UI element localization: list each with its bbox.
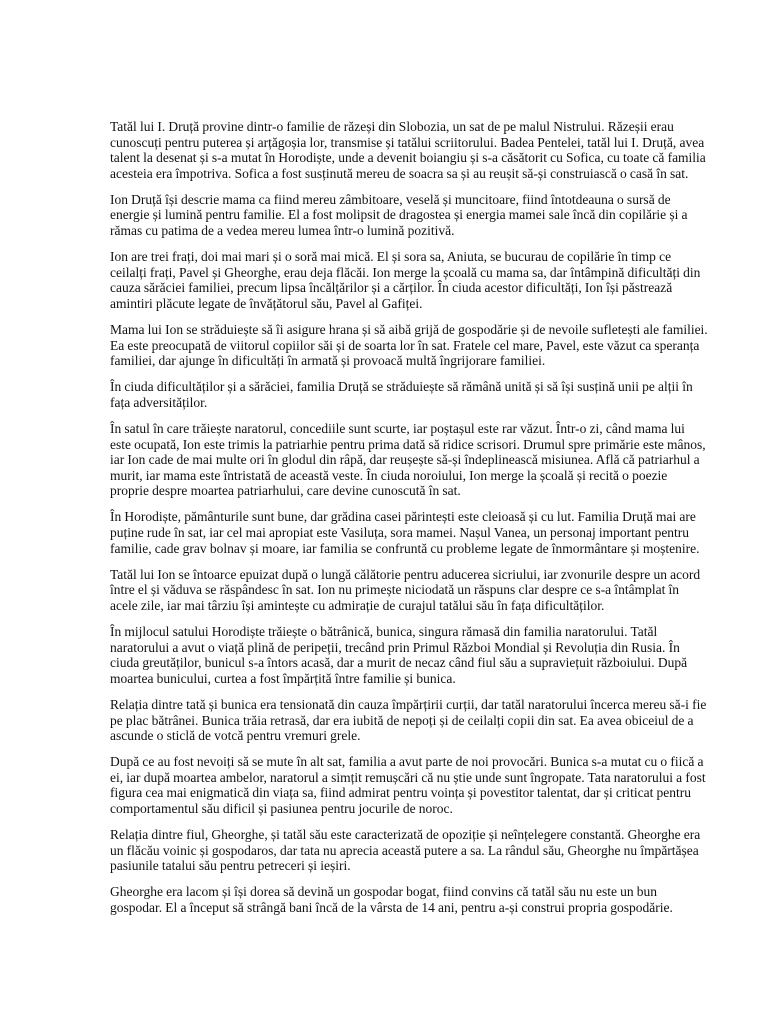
paragraph-5: În ciuda dificultăților și a sărăciei, familia Druță se străduiește să rămână unită și să își susțină unii pe alții în fața adversităților. xyxy=(110,379,693,410)
paragraph-7: În Horodiște, pământurile sunt bune, dar grădina casei părintești este cleioasă și cu lut. Familia Druță mai are puține rude în sat, iar cel mai apropiat este Vasiluța, sora mamei. Nașul Vanea, un personaj important pentru familie, cade grav bolnav și moare, iar familia se confruntă cu probleme legate de înmormântare și moștenire. xyxy=(110,509,700,556)
paragraph-6: În satul în care trăiește naratorul, concediile sunt scurte, iar poștașul este rar văzut. Într-o zi, când mama lui este ocupată, Ion este trimis la patriarhie pentru prima dată să ridice scrisori. Drumul spre primărie este mânos, iar Ion cade de mai multe ori în glodul din râpă, dar reușește să-și îndeplinească misiunea. Află că patriarhul a murit, iar mama este întristată de această veste. În ciuda noroiului, Ion merge la școală și recită o poezie proprie despre moartea patriarhului, care devine cunoscută în sat. xyxy=(110,421,706,499)
paragraph-13: Gheorghe era lacom și își dorea să devină un gospodar bogat, fiind convins că tatăl său nu este un bun gospodar. El a început să strângă bani încă de la vârsta de 14 ani, pentru a-și construi propria gospodărie. xyxy=(110,884,673,915)
paragraph-3: Ion are trei frați, doi mai mari și o soră mai mică. El și sora sa, Aniuta, se bucurau de copilărie în timp ce ceilalți frați, Pavel și Gheorghe, erau deja flăcăi. Ion merge la școală cu mama sa, dar întâmpină dificultăți din cauza sărăciei familiei, precum lipsa încălțărilor și a cărților. În ciuda acestor dificultăți, Ion își păstrează amintiri plăcute legate de învățătorul său, Pavel al Gafiței. xyxy=(110,249,701,311)
paragraph-1: Tatăl lui I. Druță provine dintr-o familie de răzeși din Slobozia, un sat de pe malul Nistrului. Răzeșii erau cunoscuți pentru puterea și arțăgoșia lor, transmise și tatălui scriitorului. Badea Pentelei, tatăl lui I. Druță, avea talent la desenat și s-a mutat în Horodiște, unde a devenit boiangiu și s-a căsătorit cu Sofica, cu toate că familia acesteia era împotriva. Sofica a fost susținută mereu de soacra sa și au reușit să-și construiască o casă în sat. xyxy=(110,119,706,181)
paragraph-2: Ion Druță își descrie mama ca fiind mereu zâmbitoare, veselă și muncitoare, fiind întotdeauna o sursă de energie și lumină pentru familie. El a fost molipsit de dragostea și energia mamei sale încă din copilărie și a rămas cu patima de a vedea mereu lumea într-o lumină pozitivă. xyxy=(110,191,688,239)
paragraph-10: Relația dintre tată și bunica era tensionată din cauza împărțirii curții, dar tatăl naratorului încerca mereu să-i fie pe plac bătrânei. Bunica trăia retrasă, dar era iubită de nepoți și de ceilalți copii din sat. Ea avea obiceiul de a ascunde o sticlă de votcă pentru vremuri grele. xyxy=(110,696,707,744)
paragraph-8: Tatăl lui Ion se întoarce epuizat după o lungă călătorie pentru aducerea sicriului, iar zvonurile despre un acord între el și văduva se răspândesc în sat. Ion nu primește niciodată un răspuns clar despre ce s-a întâmplat în acele zile, iar mai târziu își amintește cu admirație de curajul tatălui său în fața dificultăților. xyxy=(110,566,701,613)
paragraph-9: În mijlocul satului Horodiște trăiește o bătrânică, bunica, singura rămasă din familia naratorului. Tatăl naratorului a avut o viață plină de peripeții, trecând prin Primul Război Mondial și Revoluția din Rusia. În ciuda greutăților, bunicul s-a întors acasă, dar a murit de necaz când fiul său a supraviețuit războiului. După moartea bunicului, curtea a fost împărțită între familie și bunica. xyxy=(110,624,688,686)
paragraph-11: După ce au fost nevoiți să se mute în alt sat, familia a avut parte de noi provocări. Bunica s-a mutat cu o fiică a ei, iar după moartea ambelor, naratorul a simțit remușcări că nu știe unde sunt îngropate. Tata naratorului a fost figura cea mai enigmatică din viața sa, fiind admirat pentru voința și povestitor talentat, dar și criticat pentru comportamentul său dificil și pasiunea pentru jocurile de noroc. xyxy=(110,754,706,816)
paragraph-12: Relația dintre fiul, Gheorghe, și tatăl său este caracterizată de opoziție și neînțelegere constantă. Gheorghe era un flăcău voinic și gospodaros, dar tata nu aprecia această putere a sa. La rândul său, Gheorghe nu împărtășea pasiunile tatalui său pentru petreceri și ieșiri. xyxy=(110,827,701,874)
document-body xyxy=(110,119,708,926)
paragraph-4: Mama lui Ion se străduiește să îi asigure hrana și să aibă grijă de gospodărie și de nevoile sufletești ale familiei. Ea este preocupată de viitorul copiilor săi și de soarta lor în sat. Fratele cel mare, Pavel, este văzut ca speranța familiei, dar ajunge în dificultăți în armată și provoacă multă îngrijorare familiei. xyxy=(110,322,708,369)
